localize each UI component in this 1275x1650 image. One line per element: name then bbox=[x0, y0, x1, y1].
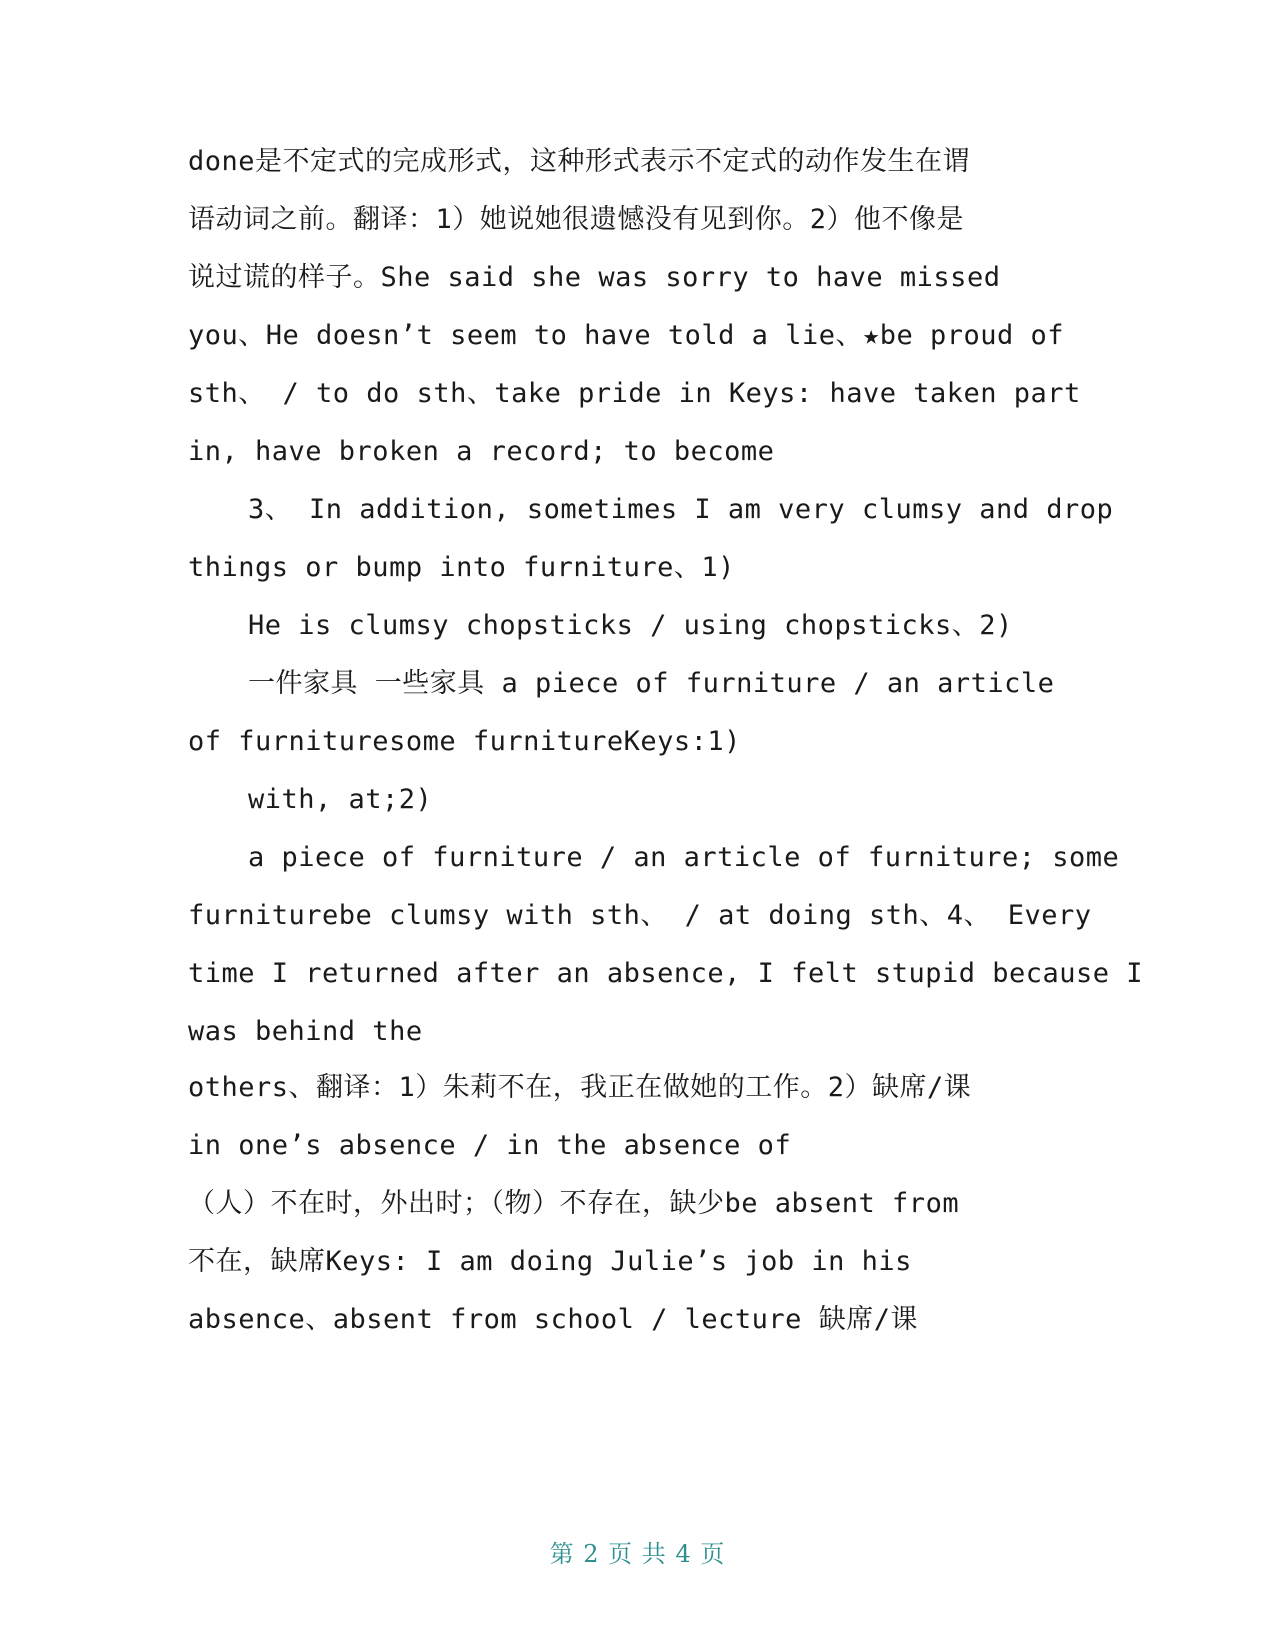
text-line: time I returned after an absence, I felt stupid because I bbox=[188, 958, 1144, 989]
text-line: furniturebe clumsy with sth、 / at doing sth、4、 Every bbox=[188, 900, 1092, 931]
text-line: in, have broken a record; to become bbox=[188, 436, 775, 467]
text-line: 说过谎的样子。She said she was sorry to have missed bbox=[188, 262, 1001, 293]
text-line: 一件家具 一些家具 a piece of furniture / an article bbox=[248, 668, 1055, 699]
text-line: done是不定式的完成形式，这种形式表示不定式的动作发生在谓 bbox=[188, 146, 971, 177]
page-number-footer: 第 2 页 共 4 页 bbox=[549, 1540, 726, 1568]
text-line: absence、absent from school / lecture 缺席/课 bbox=[188, 1304, 918, 1335]
text-line: was behind the bbox=[188, 1016, 423, 1047]
text-line: a piece of furniture / an article of furniture; some bbox=[248, 842, 1120, 873]
text-line: in one’s absence / in the absence of bbox=[188, 1130, 792, 1161]
text-line: others、翻译：1）朱莉不在，我正在做她的工作。2）缺席/课 bbox=[188, 1072, 972, 1103]
text-line: 语动词之前。翻译：1）她说她很遗憾没有见到你。2）他不像是 bbox=[188, 204, 965, 235]
text-line: He is clumsy chopsticks / using chopsticks、2) bbox=[248, 610, 1013, 641]
text-line: you、He doesn’t seem to have told a lie、★be proud of bbox=[188, 320, 1065, 351]
text-line: （人）不在时，外出时；（物）不存在，缺少be absent from bbox=[188, 1188, 960, 1219]
text-line: with, at;2) bbox=[248, 784, 433, 815]
text-line: 不在，缺席Keys: I am doing Julie’s job in his bbox=[188, 1246, 912, 1277]
text-line: of furnituresome furnitureKeys:1) bbox=[188, 726, 741, 757]
text-line: 3、 In addition, sometimes I am very clumsy and drop bbox=[248, 494, 1114, 525]
text-line: things or bump into furniture、1) bbox=[188, 552, 735, 583]
text-line: sth、 / to do sth、take pride in Keys: have taken part bbox=[188, 378, 1081, 409]
